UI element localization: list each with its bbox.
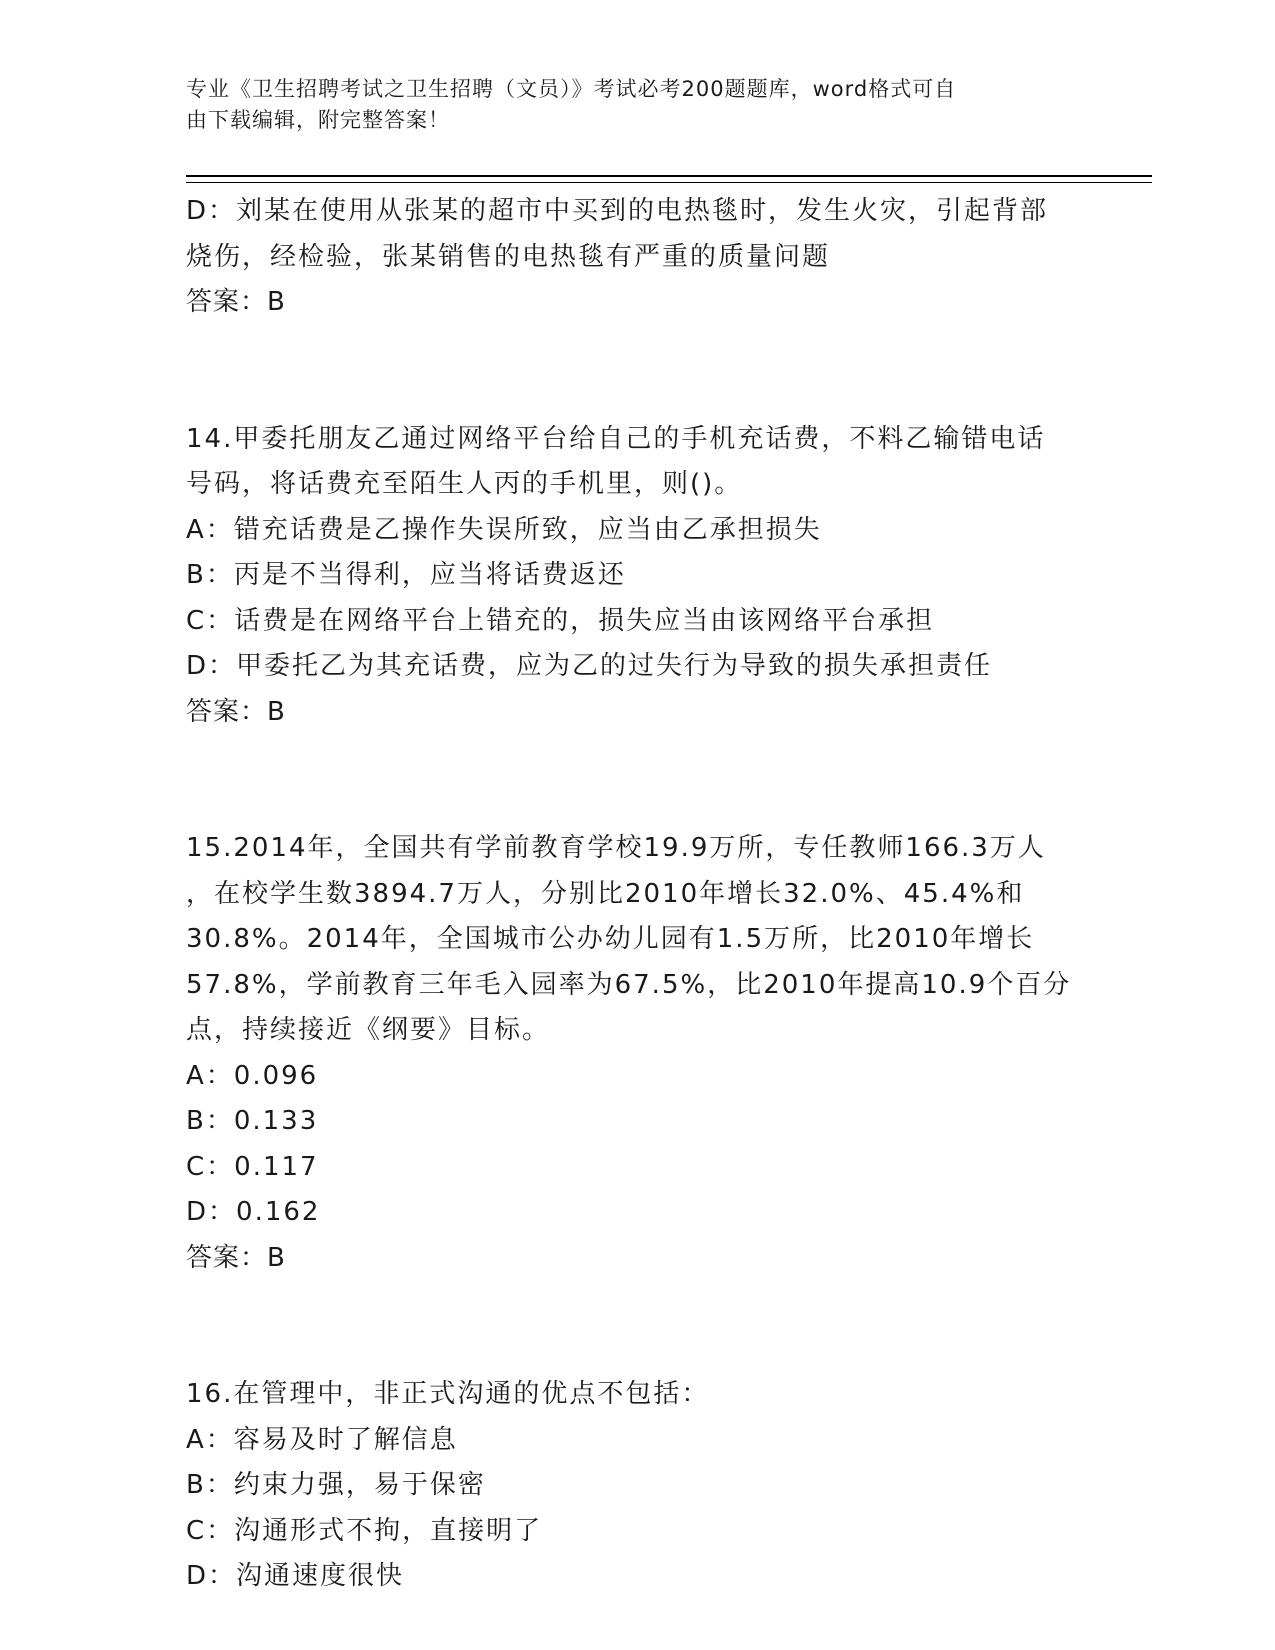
q14-stem-line-1: 14.甲委托朋友乙通过网络平台给自己的手机充话费，不料乙输错电话 xyxy=(186,423,1046,454)
document-header xyxy=(186,74,1066,136)
q14-stem-line-2: 号码，将话费充至陌生人丙的手机里，则()。 xyxy=(186,469,743,499)
question-list xyxy=(186,189,1076,1600)
q15-option-b: B：0.133 xyxy=(186,1106,319,1136)
question-spacer xyxy=(186,326,1076,417)
q13-option-d-line-2: 烧伤，经检验，张某销售的电热毯有严重的质量问题 xyxy=(186,241,831,272)
header-divider-thin xyxy=(186,182,1152,183)
q15-option-c: C：0.117 xyxy=(186,1151,319,1182)
q15-answer: 答案：B xyxy=(186,1242,286,1273)
q13-answer: 答案：B xyxy=(186,287,286,317)
q16-stem: 16.在管理中，非正式沟通的优点不包括： xyxy=(186,1379,710,1409)
q15-option-d: D：0.162 xyxy=(186,1197,321,1227)
q14-option-b: B：丙是不当得利，应当将话费返还 xyxy=(186,560,626,590)
q15-stem-line-3: 30.8%。2014年，全国城市公办幼儿园有1.5万所，比2010年增长 xyxy=(186,924,1035,954)
q15-stem-line-1: 15.2014年，全国共有学前教育学校19.9万所，专任教师166.3万人 xyxy=(186,833,1046,863)
q16-option-d: D：沟通速度很快 xyxy=(186,1561,405,1591)
q16-option-a: A：容易及时了解信息 xyxy=(186,1424,458,1455)
q13-option-d-line-1: D：刘某在使用从张某的超市中买到的电热毯时，发生火灾，引起背部 xyxy=(186,196,1049,226)
q14-option-d: D：甲委托乙为其充话费，应为乙的过失行为导致的损失承担责任 xyxy=(186,651,993,681)
q16-option-b: B：约束力强，易于保密 xyxy=(186,1470,486,1500)
q15-option-a: A：0.096 xyxy=(186,1060,319,1091)
q16-option-c: C：沟通形式不拘，直接明了 xyxy=(186,1515,543,1546)
header-title-line-1: 专业《卫生招聘考试之卫生招聘（文员）》考试必考200题题库，word格式可自 xyxy=(186,77,957,101)
question-spacer xyxy=(186,1281,1076,1372)
question-spacer xyxy=(186,735,1076,826)
q14-option-a: A：错充话费是乙操作失误所致，应当由乙承担损失 xyxy=(186,514,822,545)
q14-option-c: C：话费是在网络平台上错充的，损失应当由该网络平台承担 xyxy=(186,605,935,636)
header-divider-thick xyxy=(186,175,1152,177)
q14-answer: 答案：B xyxy=(186,696,286,727)
q15-stem-line-4: 57.8%，学前教育三年毛入园率为67.5%，比2010年提高10.9个百分 xyxy=(186,969,1072,1000)
q15-stem-line-2: ，在校学生数3894.7万人，分别比2010年增长32.0%、45.4%和 xyxy=(186,878,1025,909)
q15-stem-line-5: 点，持续接近《纲要》目标。 xyxy=(186,1015,551,1045)
header-title-line-2: 由下载编辑，附完整答案！ xyxy=(186,108,450,132)
